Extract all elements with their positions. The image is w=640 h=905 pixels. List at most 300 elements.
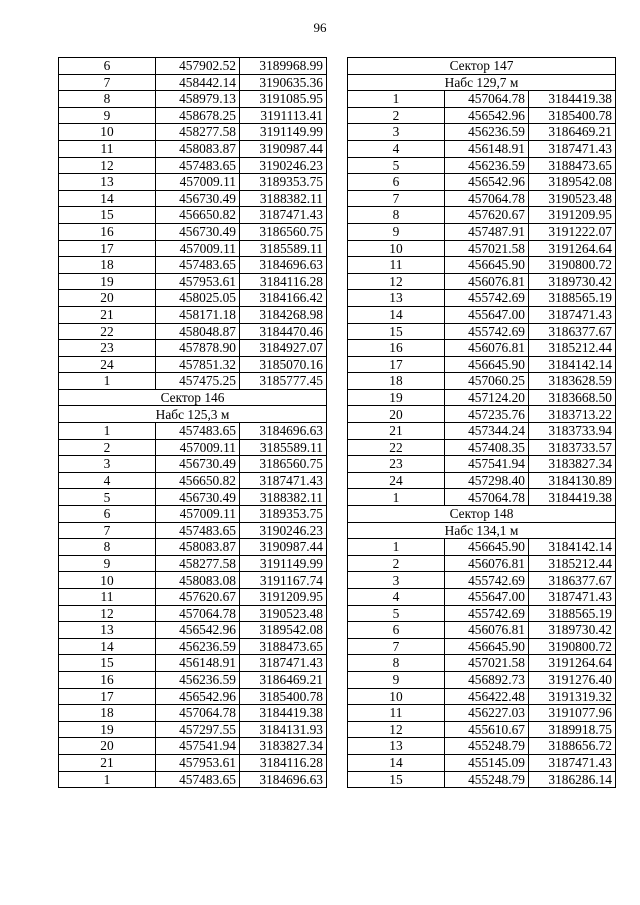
x-coordinate: 457298.40	[445, 472, 529, 489]
x-coordinate: 456542.96	[445, 107, 529, 124]
y-coordinate: 3191222.07	[529, 223, 616, 240]
y-coordinate: 3191209.95	[240, 589, 327, 606]
x-coordinate: 457878.90	[156, 340, 240, 357]
x-coordinate: 457483.65	[156, 423, 240, 440]
point-number: 9	[59, 107, 156, 124]
table-row	[59, 257, 327, 274]
x-coordinate: 457408.35	[445, 439, 529, 456]
point-number: 13	[348, 290, 445, 307]
point-number: 14	[348, 754, 445, 771]
sector-header-row	[348, 506, 616, 523]
table-row	[348, 705, 616, 722]
point-number: 6	[348, 174, 445, 191]
point-number: 7	[59, 522, 156, 539]
sector-header-row	[59, 406, 327, 423]
point-number: 1	[348, 91, 445, 108]
x-coordinate: 456236.59	[156, 638, 240, 655]
table-row	[59, 290, 327, 307]
table-row	[348, 323, 616, 340]
y-coordinate: 3184696.63	[240, 257, 327, 274]
table-row	[348, 290, 616, 307]
y-coordinate: 3191167.74	[240, 572, 327, 589]
y-coordinate: 3184116.28	[240, 273, 327, 290]
point-number: 20	[348, 406, 445, 423]
x-coordinate: 455610.67	[445, 721, 529, 738]
table-row	[59, 207, 327, 224]
table-row	[348, 207, 616, 224]
point-number: 5	[348, 605, 445, 622]
point-number: 24	[59, 356, 156, 373]
point-number: 12	[348, 273, 445, 290]
y-coordinate: 3186560.75	[240, 223, 327, 240]
coordinates-table-right	[347, 57, 616, 788]
y-coordinate: 3186560.75	[240, 456, 327, 473]
table-row	[348, 589, 616, 606]
table-row	[348, 771, 616, 788]
x-coordinate: 456542.96	[445, 174, 529, 191]
x-coordinate: 458083.87	[156, 539, 240, 556]
point-number: 13	[348, 738, 445, 755]
point-number: 16	[348, 340, 445, 357]
table-row	[348, 273, 616, 290]
point-number: 11	[348, 257, 445, 274]
x-coordinate: 457487.91	[445, 223, 529, 240]
page-number: 96	[313, 20, 327, 35]
sector-header-row	[348, 74, 616, 91]
table-row	[348, 688, 616, 705]
table-row	[348, 306, 616, 323]
sector-header: Сектор 147	[348, 58, 616, 75]
table-row	[59, 638, 327, 655]
x-coordinate: 456422.48	[445, 688, 529, 705]
y-coordinate: 3188656.72	[529, 738, 616, 755]
sector-header: Сектор 146	[59, 389, 327, 406]
point-number: 12	[59, 605, 156, 622]
x-coordinate: 458171.18	[156, 306, 240, 323]
x-coordinate: 456236.59	[156, 671, 240, 688]
table-row	[348, 91, 616, 108]
table-row	[348, 472, 616, 489]
x-coordinate: 457620.67	[156, 589, 240, 606]
table-row	[59, 456, 327, 473]
x-coordinate: 457953.61	[156, 273, 240, 290]
y-coordinate: 3185400.78	[240, 688, 327, 705]
table-row	[59, 688, 327, 705]
x-coordinate: 456148.91	[156, 655, 240, 672]
point-number: 14	[348, 306, 445, 323]
y-coordinate: 3184696.63	[240, 771, 327, 788]
y-coordinate: 3191113.41	[240, 107, 327, 124]
table-row	[348, 340, 616, 357]
point-number: 10	[348, 688, 445, 705]
point-number: 2	[59, 439, 156, 456]
y-coordinate: 3190246.23	[240, 157, 327, 174]
y-coordinate: 3186377.67	[529, 323, 616, 340]
point-number: 9	[59, 555, 156, 572]
x-coordinate: 456730.49	[156, 456, 240, 473]
table-row	[348, 605, 616, 622]
table-row	[348, 738, 616, 755]
y-coordinate: 3184142.14	[529, 356, 616, 373]
table-row	[59, 58, 327, 75]
x-coordinate: 455647.00	[445, 306, 529, 323]
y-coordinate: 3184268.98	[240, 306, 327, 323]
y-coordinate: 3183827.34	[240, 738, 327, 755]
point-number: 16	[59, 223, 156, 240]
x-coordinate: 458277.58	[156, 555, 240, 572]
table-row	[59, 140, 327, 157]
point-number: 10	[59, 572, 156, 589]
y-coordinate: 3183713.22	[529, 406, 616, 423]
y-coordinate: 3189542.08	[240, 622, 327, 639]
table-row	[348, 190, 616, 207]
point-number: 18	[59, 705, 156, 722]
x-coordinate: 455248.79	[445, 738, 529, 755]
point-number: 21	[59, 306, 156, 323]
x-coordinate: 456650.82	[156, 207, 240, 224]
point-number: 19	[59, 273, 156, 290]
table-row	[59, 671, 327, 688]
table-row	[59, 273, 327, 290]
sector-header: Набс 129,7 м	[348, 74, 616, 91]
point-number: 6	[348, 622, 445, 639]
x-coordinate: 457541.94	[445, 456, 529, 473]
y-coordinate: 3190635.36	[240, 74, 327, 91]
table-row	[59, 423, 327, 440]
point-number: 4	[59, 472, 156, 489]
table-row	[348, 671, 616, 688]
y-coordinate: 3185070.16	[240, 356, 327, 373]
table-row	[348, 257, 616, 274]
x-coordinate: 456650.82	[156, 472, 240, 489]
y-coordinate: 3184166.42	[240, 290, 327, 307]
point-number: 13	[59, 622, 156, 639]
x-coordinate: 457064.78	[445, 489, 529, 506]
table-row	[348, 174, 616, 191]
point-number: 5	[59, 489, 156, 506]
table-row	[348, 456, 616, 473]
y-coordinate: 3184130.89	[529, 472, 616, 489]
x-coordinate: 457060.25	[445, 373, 529, 390]
point-number: 15	[348, 323, 445, 340]
x-coordinate: 458678.25	[156, 107, 240, 124]
x-coordinate: 456892.73	[445, 671, 529, 688]
point-number: 16	[59, 671, 156, 688]
point-number: 5	[348, 157, 445, 174]
y-coordinate: 3185212.44	[529, 555, 616, 572]
x-coordinate: 457021.58	[445, 655, 529, 672]
sector-header: Набс 134,1 м	[348, 522, 616, 539]
point-number: 4	[348, 589, 445, 606]
y-coordinate: 3190800.72	[529, 638, 616, 655]
point-number: 9	[348, 671, 445, 688]
table-row	[59, 622, 327, 639]
point-number: 7	[348, 190, 445, 207]
y-coordinate: 3184419.38	[240, 705, 327, 722]
x-coordinate: 457009.11	[156, 174, 240, 191]
point-number: 22	[348, 439, 445, 456]
point-number: 14	[59, 190, 156, 207]
point-number: 1	[59, 771, 156, 788]
point-number: 1	[348, 489, 445, 506]
y-coordinate: 3187471.43	[240, 472, 327, 489]
table-row	[59, 605, 327, 622]
y-coordinate: 3187471.43	[529, 754, 616, 771]
table-row	[59, 190, 327, 207]
y-coordinate: 3191085.95	[240, 91, 327, 108]
x-coordinate: 455248.79	[445, 771, 529, 788]
table-row	[59, 572, 327, 589]
table-row	[348, 406, 616, 423]
point-number: 17	[348, 356, 445, 373]
x-coordinate: 455742.69	[445, 572, 529, 589]
x-coordinate: 456645.90	[445, 638, 529, 655]
point-number: 3	[348, 124, 445, 141]
table-row	[348, 124, 616, 141]
y-coordinate: 3191264.64	[529, 655, 616, 672]
point-number: 23	[348, 456, 445, 473]
table-row	[59, 240, 327, 257]
y-coordinate: 3187471.43	[529, 140, 616, 157]
y-coordinate: 3190523.48	[529, 190, 616, 207]
table-row	[59, 74, 327, 91]
point-number: 15	[59, 207, 156, 224]
x-coordinate: 457620.67	[445, 207, 529, 224]
y-coordinate: 3190246.23	[240, 522, 327, 539]
table-row	[348, 439, 616, 456]
y-coordinate: 3183733.94	[529, 423, 616, 440]
table-row	[59, 655, 327, 672]
table-row	[348, 157, 616, 174]
point-number: 12	[348, 721, 445, 738]
table-row	[348, 572, 616, 589]
table-row	[59, 306, 327, 323]
point-number: 2	[348, 555, 445, 572]
point-number: 15	[348, 771, 445, 788]
table-row	[59, 506, 327, 523]
table-row	[59, 373, 327, 390]
y-coordinate: 3189730.42	[529, 273, 616, 290]
x-coordinate: 456542.96	[156, 622, 240, 639]
sector-header: Набс 125,3 м	[59, 406, 327, 423]
y-coordinate: 3185589.11	[240, 240, 327, 257]
x-coordinate: 457344.24	[445, 423, 529, 440]
x-coordinate: 458083.08	[156, 572, 240, 589]
table-row	[59, 472, 327, 489]
point-number: 18	[59, 257, 156, 274]
x-coordinate: 457064.78	[156, 705, 240, 722]
y-coordinate: 3186377.67	[529, 572, 616, 589]
x-coordinate: 458277.58	[156, 124, 240, 141]
point-number: 10	[348, 240, 445, 257]
x-coordinate: 455145.09	[445, 754, 529, 771]
point-number: 4	[348, 140, 445, 157]
table-row	[59, 124, 327, 141]
x-coordinate: 457297.55	[156, 721, 240, 738]
table-row	[348, 389, 616, 406]
table-row	[59, 157, 327, 174]
y-coordinate: 3188473.65	[529, 157, 616, 174]
point-number: 19	[348, 389, 445, 406]
point-number: 20	[59, 738, 156, 755]
point-number: 14	[59, 638, 156, 655]
y-coordinate: 3191319.32	[529, 688, 616, 705]
y-coordinate: 3185212.44	[529, 340, 616, 357]
x-coordinate: 457235.76	[445, 406, 529, 423]
table-row	[348, 754, 616, 771]
y-coordinate: 3190800.72	[529, 257, 616, 274]
y-coordinate: 3187471.43	[529, 306, 616, 323]
x-coordinate: 456236.59	[445, 157, 529, 174]
table-row	[59, 754, 327, 771]
table-row	[59, 439, 327, 456]
table-row	[348, 373, 616, 390]
y-coordinate: 3190987.44	[240, 140, 327, 157]
point-number: 22	[59, 323, 156, 340]
point-number: 7	[59, 74, 156, 91]
point-number: 12	[59, 157, 156, 174]
x-coordinate: 455742.69	[445, 605, 529, 622]
y-coordinate: 3191264.64	[529, 240, 616, 257]
y-coordinate: 3187471.43	[529, 589, 616, 606]
table-row	[348, 140, 616, 157]
point-number: 1	[348, 539, 445, 556]
y-coordinate: 3188382.11	[240, 190, 327, 207]
x-coordinate: 456148.91	[445, 140, 529, 157]
x-coordinate: 456227.03	[445, 705, 529, 722]
y-coordinate: 3184470.46	[240, 323, 327, 340]
y-coordinate: 3189542.08	[529, 174, 616, 191]
table-row	[59, 223, 327, 240]
x-coordinate: 456645.90	[445, 257, 529, 274]
table-row	[59, 555, 327, 572]
x-coordinate: 457483.65	[156, 771, 240, 788]
y-coordinate: 3191149.99	[240, 124, 327, 141]
x-coordinate: 456076.81	[445, 340, 529, 357]
table-row	[348, 622, 616, 639]
table-row	[59, 589, 327, 606]
x-coordinate: 457021.58	[445, 240, 529, 257]
table-row	[59, 340, 327, 357]
table-row	[59, 522, 327, 539]
x-coordinate: 457124.20	[445, 389, 529, 406]
y-coordinate: 3185400.78	[529, 107, 616, 124]
x-coordinate: 456076.81	[445, 622, 529, 639]
y-coordinate: 3188382.11	[240, 489, 327, 506]
y-coordinate: 3187471.43	[240, 207, 327, 224]
point-number: 8	[348, 207, 445, 224]
x-coordinate: 457064.78	[445, 91, 529, 108]
point-number: 13	[59, 174, 156, 191]
y-coordinate: 3191149.99	[240, 555, 327, 572]
x-coordinate: 457064.78	[445, 190, 529, 207]
table-row	[59, 91, 327, 108]
table-row	[59, 705, 327, 722]
x-coordinate: 457475.25	[156, 373, 240, 390]
y-coordinate: 3183668.50	[529, 389, 616, 406]
y-coordinate: 3183733.57	[529, 439, 616, 456]
y-coordinate: 3189968.99	[240, 58, 327, 75]
x-coordinate: 456645.90	[445, 539, 529, 556]
table-row	[59, 356, 327, 373]
y-coordinate: 3184927.07	[240, 340, 327, 357]
table-row	[348, 423, 616, 440]
x-coordinate: 458083.87	[156, 140, 240, 157]
y-coordinate: 3189353.75	[240, 506, 327, 523]
table-row	[59, 738, 327, 755]
x-coordinate: 457902.52	[156, 58, 240, 75]
x-coordinate: 456076.81	[445, 555, 529, 572]
x-coordinate: 456542.96	[156, 688, 240, 705]
x-coordinate: 456645.90	[445, 356, 529, 373]
x-coordinate: 455742.69	[445, 323, 529, 340]
y-coordinate: 3186469.21	[240, 671, 327, 688]
y-coordinate: 3191276.40	[529, 671, 616, 688]
point-number: 6	[59, 506, 156, 523]
x-coordinate: 457483.65	[156, 522, 240, 539]
y-coordinate: 3185589.11	[240, 439, 327, 456]
table-row	[59, 107, 327, 124]
table-row	[59, 323, 327, 340]
y-coordinate: 3189353.75	[240, 174, 327, 191]
x-coordinate: 457009.11	[156, 439, 240, 456]
x-coordinate: 458979.13	[156, 91, 240, 108]
sector-header-row	[348, 522, 616, 539]
y-coordinate: 3190523.48	[240, 605, 327, 622]
y-coordinate: 3185777.45	[240, 373, 327, 390]
table-row	[59, 721, 327, 738]
y-coordinate: 3183827.34	[529, 456, 616, 473]
x-coordinate: 456730.49	[156, 223, 240, 240]
x-coordinate: 457483.65	[156, 257, 240, 274]
point-number: 1	[59, 373, 156, 390]
point-number: 8	[59, 539, 156, 556]
point-number: 6	[59, 58, 156, 75]
x-coordinate: 457009.11	[156, 240, 240, 257]
y-coordinate: 3184419.38	[529, 91, 616, 108]
y-coordinate: 3184142.14	[529, 539, 616, 556]
table-row	[59, 771, 327, 788]
point-number: 1	[59, 423, 156, 440]
x-coordinate: 457483.65	[156, 157, 240, 174]
point-number: 18	[348, 373, 445, 390]
y-coordinate: 3184696.63	[240, 423, 327, 440]
table-row	[348, 107, 616, 124]
table-row	[348, 223, 616, 240]
table-row	[348, 539, 616, 556]
x-coordinate: 457009.11	[156, 506, 240, 523]
x-coordinate: 458025.05	[156, 290, 240, 307]
sector-header: Сектор 148	[348, 506, 616, 523]
table-row	[348, 555, 616, 572]
y-coordinate: 3184131.93	[240, 721, 327, 738]
point-number: 23	[59, 340, 156, 357]
y-coordinate: 3191077.96	[529, 705, 616, 722]
x-coordinate: 456076.81	[445, 273, 529, 290]
y-coordinate: 3184419.38	[529, 489, 616, 506]
point-number: 21	[348, 423, 445, 440]
y-coordinate: 3188565.19	[529, 605, 616, 622]
table-row	[348, 356, 616, 373]
point-number: 3	[59, 456, 156, 473]
y-coordinate: 3191209.95	[529, 207, 616, 224]
y-coordinate: 3190987.44	[240, 539, 327, 556]
point-number: 9	[348, 223, 445, 240]
y-coordinate: 3184116.28	[240, 754, 327, 771]
table-row	[348, 638, 616, 655]
point-number: 8	[59, 91, 156, 108]
x-coordinate: 455647.00	[445, 589, 529, 606]
